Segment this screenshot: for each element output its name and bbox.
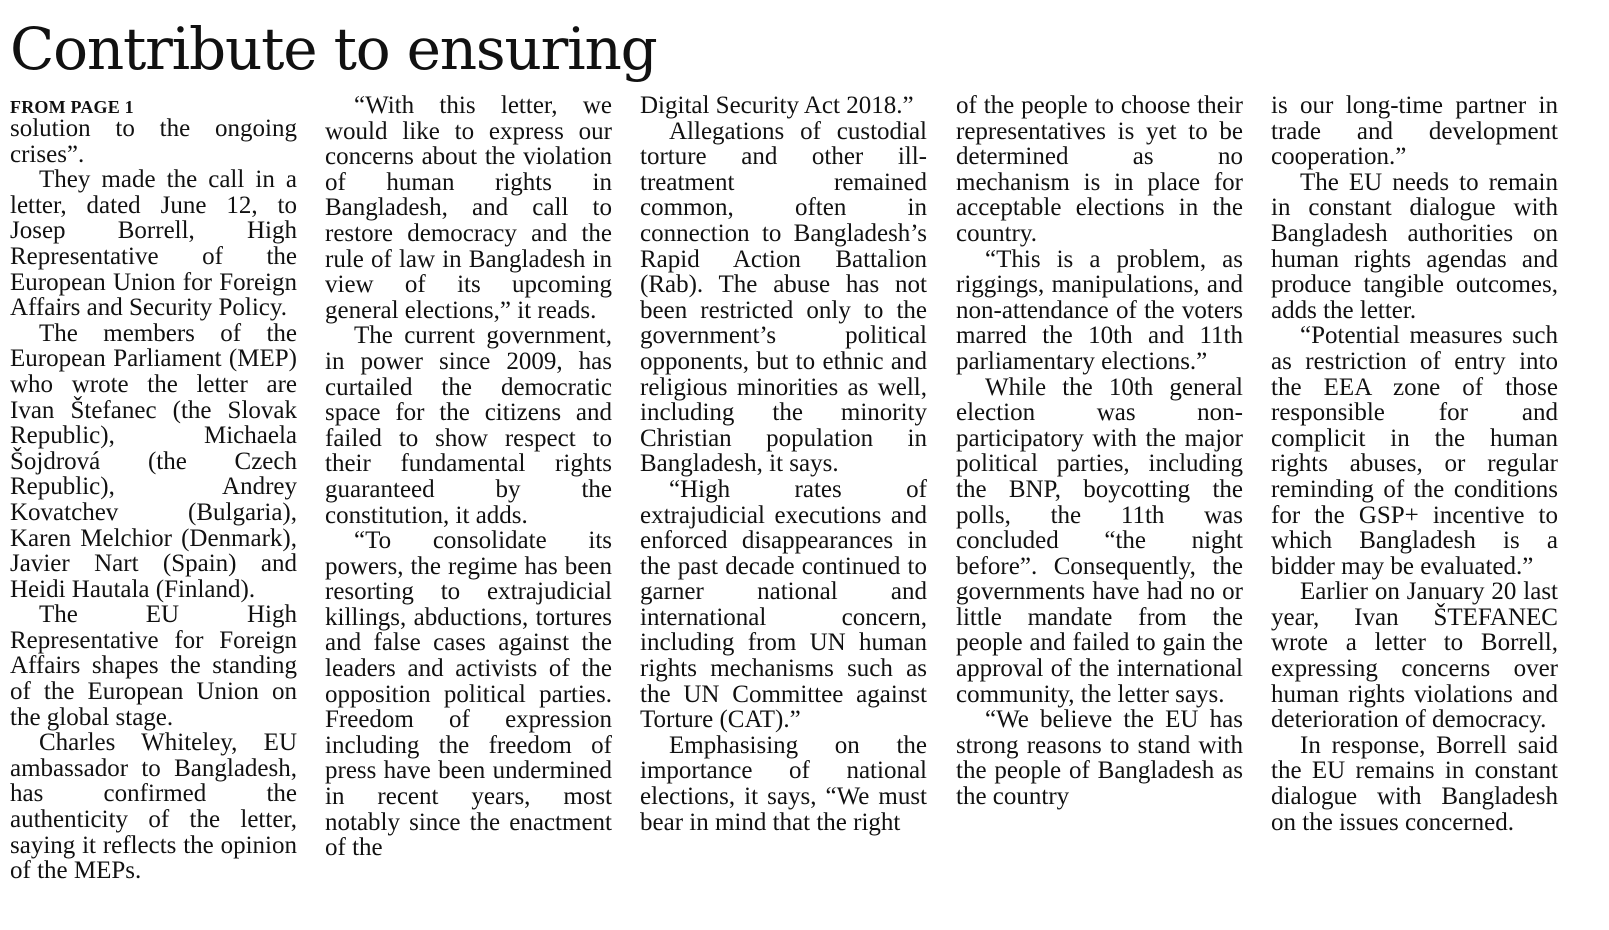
paragraph: is our long-time partner in trade and development cooperation.” — [1271, 93, 1558, 171]
paragraph: The EU High Representative for Foreign Affairs shapes the standing of the European Union on the global stage. — [10, 601, 297, 731]
paragraph: Allegations of custodial torture and other ill-treatment remained common, often in connection to Bangladesh’s Rapid Action Battalion (Rab). The abuse has not been restricted only to the government’s political opponents, but to ethnic and religious minorities as well, including the minority Christian population in Bangladesh, it says. — [640, 117, 927, 478]
paragraph: They made the call in a letter, dated June 12, to Josep Borrell, High Representative of the European Union for Foreign Affairs and Security Policy. — [10, 166, 297, 322]
paragraph: While the 10th general election was non-participatory with the major political parties, including the BNP, boycotting the polls, the 11th was concluded “the night before”. Consequently, the governments have had no or little mandate from the people and failed to gain the approval of the international community, the letter says. — [956, 373, 1243, 708]
paragraph: of the people to choose their representatives is yet to be determined as no mechanism is in place for acceptable elections in the country. — [956, 93, 1243, 247]
paragraph: In response, Borrell said the EU remains in constant dialogue with Bangladesh on the issues concerned. — [1271, 731, 1558, 836]
continuation-kicker: FROM PAGE 1 — [10, 97, 134, 117]
article-body — [10, 93, 1559, 923]
paragraph: The members of the European Parliament (MEP) who wrote the letter are Ivan Štefanec (the Slovak Republic), Michaela Šojdrová (the Czech Republic), Andrey Kovatchev (Bulgaria), Karen Melchior (Denmark), Javier Nart (Spain) and Heidi Hautala (Finland). — [10, 319, 297, 603]
paragraph: “To consolidate its powers, the regime has been resorting to extrajudicial killings, abductions, tortures and false cases against the leaders and activists of the opposition political parties. Freedom of expression including the freedom of press have been undermined in recent years, most notably since the enactment of the — [325, 527, 612, 862]
paragraph: “This is a problem, as riggings, manipulations, and non-attendance of the voters marred the 10th and 11th parliamentary elections.” — [956, 245, 1243, 375]
paragraph: solution to the ongoing crises”. — [10, 115, 297, 168]
paragraph: The EU needs to remain in constant dialogue with Bangladesh authorities on human rights agendas and produce tangible outcomes, adds the letter. — [1271, 168, 1558, 324]
paragraph: “Potential measures such as restriction of entry into the EEA zone of those responsible for and complicit in the human rights abuses, or regular reminding of the conditions for the GSP+ incentive to which Bangladesh is a bidder may be evaluated.” — [1271, 322, 1558, 580]
article-column-5 — [1271, 93, 1558, 923]
paragraph: Charles Whiteley, EU ambassador to Bangladesh, has confirmed the authenticity of the letter, saying it reflects the opinion of the MEPs. — [10, 729, 297, 885]
paragraph: “High rates of extrajudicial executions and enforced disappearances in the past decade continued to garner national and international concern, including from UN human rights mechanisms such as the UN Committee against Torture (CAT).” — [640, 475, 927, 734]
article-column-3 — [640, 93, 927, 923]
article-column-2 — [325, 93, 612, 923]
paragraph: Earlier on January 20 last year, Ivan ŠTEFANEC wrote a letter to Borrell, expressing concerns over human rights violations and deterioration of democracy. — [1271, 578, 1558, 734]
article-column-1 — [10, 93, 297, 923]
article-column-4 — [956, 93, 1243, 923]
paragraph: Digital Security Act 2018.” — [640, 93, 914, 119]
paragraph: The current government, in power since 2009, has curtailed the democratic space for the citizens and failed to show respect to their fundamental rights guaranteed by the constitution, it adds. — [325, 322, 612, 529]
paragraph: “We believe the EU has strong reasons to stand with the people of Bangladesh as the country — [956, 706, 1243, 811]
paragraph: “With this letter, we would like to express our concerns about the violation of human rights in Bangladesh, and call to restore democracy and the rule of law in Bangladesh in view of its upcoming general elections,” it reads. — [325, 93, 612, 324]
paragraph: Emphasising on the importance of national elections, it says, “We must bear in mind that the right — [640, 731, 927, 836]
headline: Contribute to ensuring — [10, 15, 657, 83]
